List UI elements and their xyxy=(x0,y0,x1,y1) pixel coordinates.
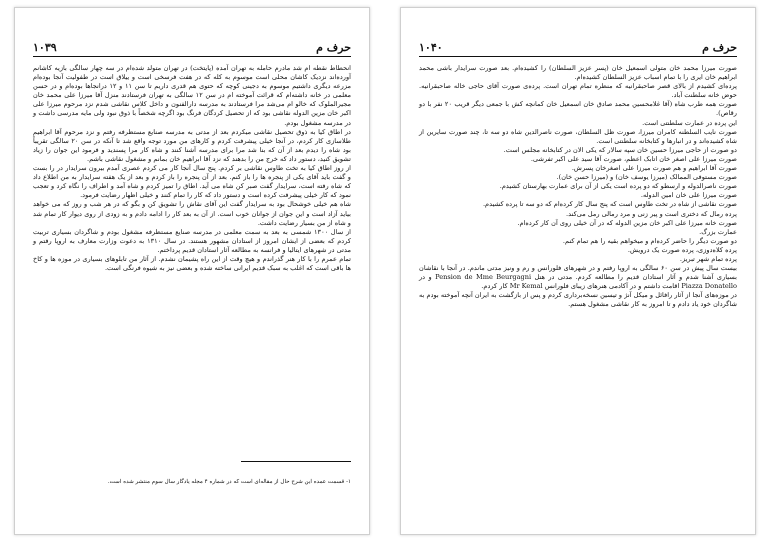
paragraph: این پرده در عمارت سلطنتی است. xyxy=(642,118,737,127)
header-rule xyxy=(419,56,737,57)
paragraph: صورت نقاشی از شاه در تخت طاوس است که پنج سال کار کرده‌ام که دو سه تا پرده کشیدم. xyxy=(482,200,737,209)
paragraph: دو صورت از حاجی میرزا حسین خان سپه سالار که یکی الان در کتابخانه مجلس است. xyxy=(503,145,737,154)
paragraph: صورت میرزا محمد خان متولی اسمعیل خان (پسر عزیز السلطان) را کشیده‌ام. بعد صورت سرایدار باشی محمد ابراهیم خان ایری را با تمام اسباب عزیز السلطان کشیده‌ام. xyxy=(419,64,737,82)
paragraph: پرده رمال که دختری است و پیر زنی و مرد رمالی رمل می‌کند. xyxy=(566,209,737,218)
header-rule xyxy=(33,56,351,57)
page-header xyxy=(419,38,737,54)
paragraph: صورت همه طرب شاه (آقا غلامحسین محمد صادق خان اسمعیل خان کمانچه کش با جمعی دیگر قریب ۲۰ نفر با دو رقاص). xyxy=(419,100,738,118)
paragraph: صورت میرزا علی خان امین الدوله. xyxy=(640,191,737,200)
paragraph: از سال ۱۳۰۰ شمسی به بعد به سمت معلمی در مدرسه صنایع مستظرفه مشغول بودم و شاگردان بسیاری تربیت کردم که بعضی از ایشان امروز از استادان مشهور هستند. در سال ۱۳۱۰ به دعوت وزارت معارف به اروپا رفتم و مدتی در شهرهای ایتالیا و فرانسه به مطالعه آثار استادان قدیم پرداختم. xyxy=(33,227,351,254)
page-title: حرف م xyxy=(316,41,351,54)
page-header xyxy=(33,38,351,54)
page-title: حرف م xyxy=(702,41,737,54)
paragraph: بیست سال پیش در سن ۶۰ سالگی به اروپا رفتم و در شهرهای فلورانس و رم و ونیز مدتی ماندم. در آنجا با نقاشان بسیاری آشنا شدم و آثار استادان قدیم را مطالعه کردم. مدتی در هتل Pension de Mme Beurgagni و در Piazza Donatello اقامت داشتم و در آکادمی هنرهای زیبای فلورانس Mr Kemal کار کردم. xyxy=(419,264,737,291)
book-page-right xyxy=(400,7,756,535)
paragraph: در موزه‌های آنجا از آثار رافائل و میکل آنژ و تیسین نسخه‌برداری کردم و پس از بازگشت به ایران آنچه آموخته بودم به شاگردان خود یاد دادم و تا امروز به کار نقاشی مشغول هستم. xyxy=(419,291,737,309)
paragraph: تمام عمرم را با کار هنر گذراندم و هیچ وقت از این راه پشیمان نشدم. از آثار من تابلوهای بسیاری در موزه ها و کاخ ها باقی است که اغلب به سبک قدیم ایرانی ساخته شده و بعضی نیز به شیوه فرنگی است. xyxy=(33,254,351,273)
footnote: ۱- قسمت عمده این شرح حال از مقاله‌ای است که در شماره ۴ مجله یادگار سال سوم منتشر شده است. xyxy=(107,479,351,485)
paragraph: صورت نایب السلطنه کامران میرزا، صورت ظل السلطان، صورت ناصرالدین شاه دو سه تا، چند صورت سایرین از شاه کشیده‌اند و در انبارها و کتابخانه سلطنتی است. xyxy=(419,127,737,145)
book-page-left xyxy=(14,7,370,535)
paragraph: انحطاط نقطه ام شد مادرم حامله به تهران آمده (پایتخت) در تهران متولد شده‌ام در سه چهار سالگی بازیه کاشانم آورده‌اند نزدیک کاشان محلی است موسوم به کله که در هفت فرسخی است و ییلاق است در طفولیت آنجا بوده‌ام مزرعه دیگری داشتیم موسوم به دجینی کوچه که حتوی هم قدری داریم تا سن ۱۱ و ۱۲ درانجاها بوده‌ام و در حسن معلمی در خانه داشته‌ام که قرائت آموخته ام در سن ۱۲ سالگی به تهران فرستادند منزل آقا میرزا علی محمد خان مجیرالملوک که خالو ام می‌شد مرا فرستادند به مدرسه دارالفنون و داخل کلاس نقاشی شدم نزد مرحوم میرزا علی اکبر خان مزین الدوله نقاشی بود که از تحصیل کردگان فرنگ بود اگرچه شخصاً با ذوق نبود ولی مایه مدرسی داشت و در مدرسه مشغول بودم. xyxy=(33,64,351,127)
footnote-rule xyxy=(241,461,351,462)
paragraph: از روز اطاق کیا به تخت طاوس نقاشی بر کردم. پنج سال آنجا کار می کردم عصری آمدم بیرون سرایدار در را بست و گفت باید آقای یکی از پنجره ها را باز کنم. بعد از آن پنجره را باز کردم و بعد از یک هفته سرایدار به من اطلاع داد که شاه رفته است، سرایدار گفت صبر کن شاه می آید. اطاق را تمیز کردم و شاه آمد و اطراف را نگاه کرد و تعجب نمود که کار خیلی پیشرفت کرده است و دستور داد که کار را تمام کنند و خیلی اظهار رضایت فرمود. xyxy=(33,164,351,200)
page-body xyxy=(33,64,351,456)
paragraph: شاه هم خیلی خوشحال بود به سرایدار گفت این آقای نقاش را تشویق کن و بگو که در هر شب و روز که می خواهد بیاید آزاد است و این جوان از جوانان خوب است. از آن به بعد کار را ادامه دادم و به زودی از روی دیوار کار تمام شد و شاه از من بسیار رضایت داشت. xyxy=(33,200,351,227)
paragraph: صورت مستوفی الممالک (میرزا یوسف خان) و (میرزا حسن خان). xyxy=(556,173,737,182)
paragraph: دو صورت دیگر را حاضر کرده‌ام و میخواهم بقیه را هم تمام کنم. xyxy=(562,236,737,245)
paragraph: صورت آقا ابراهیم و هم صورت میرزا علی اصغرخان پسرش. xyxy=(571,164,737,173)
paragraph: صورت میرزا علی اصغر خان اتابک اعظم، صورت آقا سید علی اکبر تفرشی. xyxy=(530,154,737,163)
paragraph: صورت خانه میرزا علی اکبر خان مزین الدوله که در آن خیلی روی آن کار کرده‌ام. xyxy=(517,218,737,227)
page-body xyxy=(419,64,737,508)
paragraph: در اطاق کیا به ذوق تحصیل نقاشی میکردم بعد از مدتی به مدرسه صنایع مستظرفه رفتم و نزد مرحوم آقا ابراهیم طلاسازی کار کردم، در آنجا خیلی پیشرفت کردم و کارهای من مورد توجه واقع شد تا آنکه در سن ۲۰ سالگی تقریباً بود شاه را دیدم بعد از آن که بنا شد مرا برای مدرسه آشنا کنند و شاه کار مرا پسندید و فرمود این جوان را زیاد تشویق کنید، دستور داد که خرج من را بدهند که نزد آقا ابراهیم خان بمانم و مشغول نقاشی باشم. xyxy=(33,127,352,163)
paragraph: پرده کلاه‌دوزی، پرده صورت یک درویش. xyxy=(627,245,737,254)
page-number: ۱۰۳۹ xyxy=(33,41,57,54)
page-number: ۱۰۴۰ xyxy=(419,41,443,54)
paragraph: پرده‌ای کشیدم از بالای قصر صاحبقرانیه که منظره تمام تهران است. پرده‌ی صورت آقای حاجی خاله صاحبقرانیه. حوض خانه سلطنت آباد. xyxy=(419,82,737,100)
paragraph: صورت ناصرالدوله و ارسطو که دو پرده است یکی از آن برای عمارت بهارستان کشیدم. xyxy=(499,182,737,191)
paragraph: پرده تمام شهر تبریز. xyxy=(679,254,737,263)
paragraph: عمارت بزرگ. xyxy=(699,227,737,236)
